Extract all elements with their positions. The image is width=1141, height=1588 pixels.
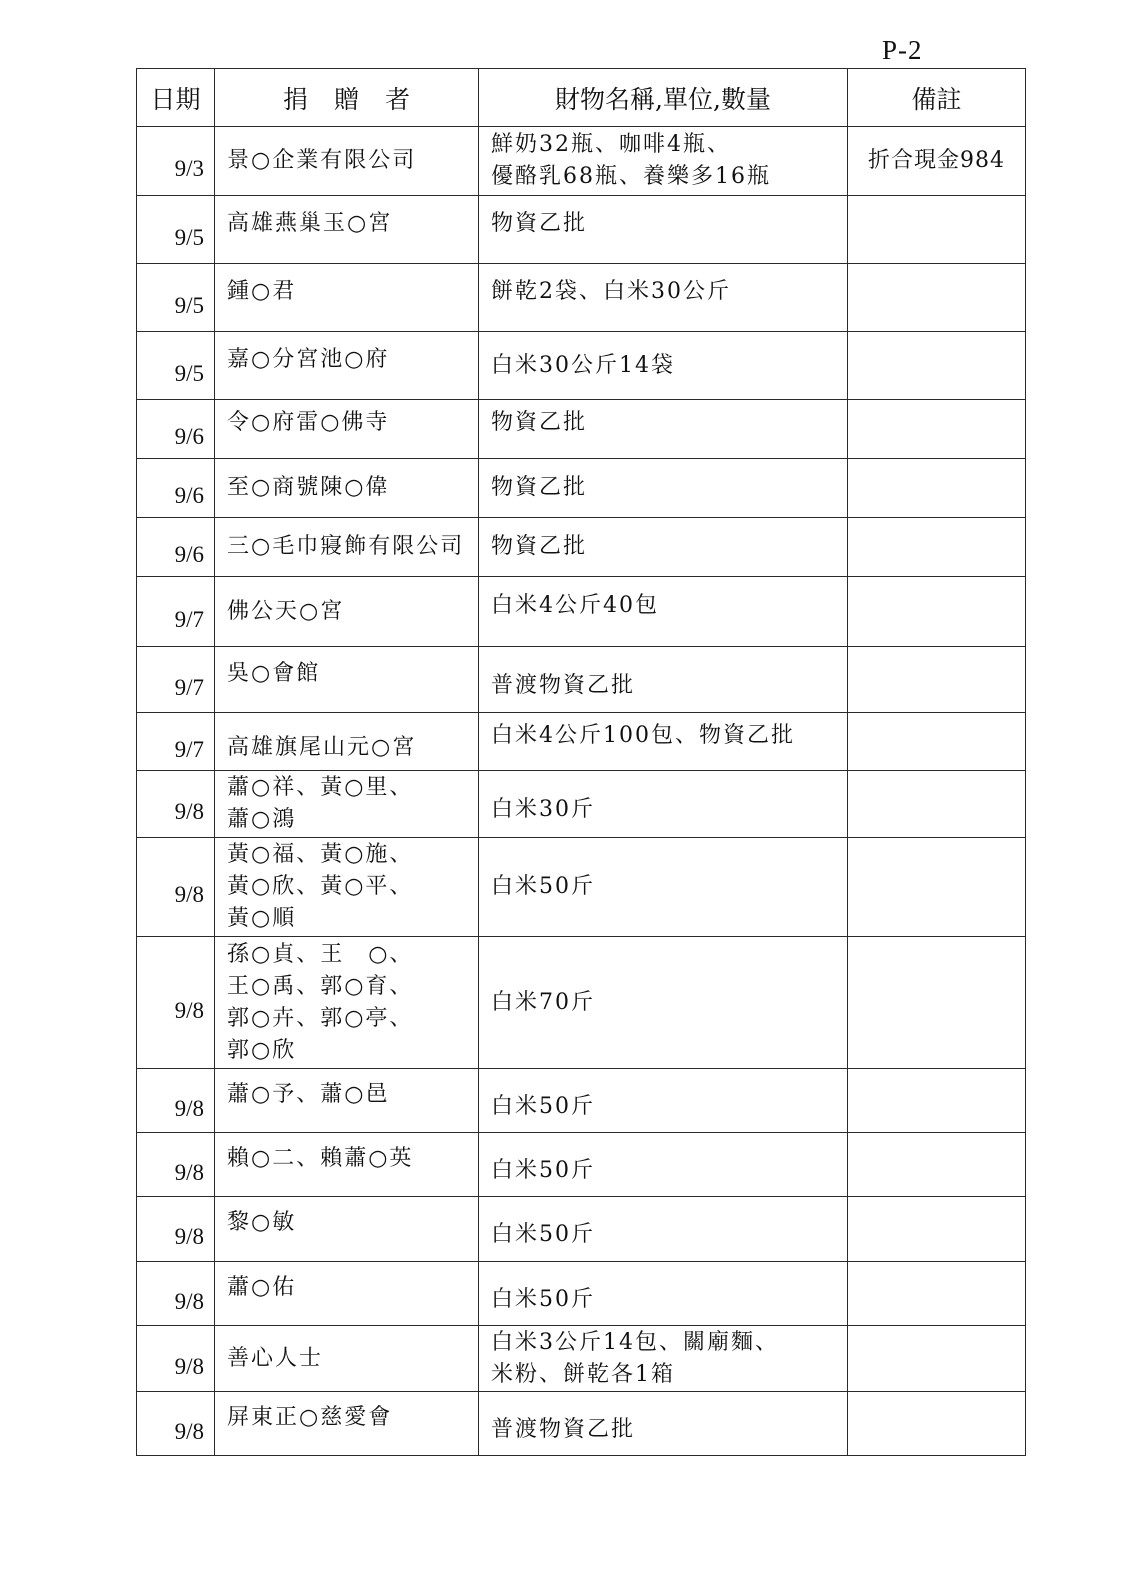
donor-line: 至○商號陳○偉 bbox=[227, 475, 390, 500]
donor-line: 嘉○分宮池○府 bbox=[227, 346, 390, 372]
row-items bbox=[479, 937, 848, 1069]
row-date: 9/8 bbox=[137, 1262, 215, 1326]
table-row bbox=[137, 713, 1026, 771]
table-row bbox=[137, 1133, 1026, 1197]
item-line: 白米4公斤100包、物資乙批 bbox=[491, 722, 795, 748]
row-date: 9/7 bbox=[137, 713, 215, 771]
row-items bbox=[479, 1133, 848, 1197]
row-note bbox=[848, 647, 1026, 713]
donor-line: 王○禹、郭○育、 bbox=[227, 973, 414, 999]
table-row bbox=[137, 937, 1026, 1069]
page-number: P-2 bbox=[882, 35, 923, 65]
row-items bbox=[479, 1262, 848, 1326]
donor-line: 屏東正○慈愛會 bbox=[227, 1404, 393, 1430]
row-donor bbox=[215, 332, 479, 400]
item-line: 白米4公斤40包 bbox=[491, 592, 659, 618]
item-line: 白米50斤 bbox=[491, 1157, 595, 1183]
row-items bbox=[479, 1197, 848, 1262]
row-items bbox=[479, 459, 848, 518]
row-items bbox=[479, 1392, 848, 1456]
item-line: 物資乙批 bbox=[491, 210, 588, 236]
row-date: 9/6 bbox=[137, 459, 215, 518]
table-row bbox=[137, 1392, 1026, 1456]
donor-line: 高雄燕巢玉○宮 bbox=[227, 210, 393, 236]
table-row bbox=[137, 196, 1026, 264]
row-donor bbox=[215, 1326, 479, 1392]
table-row bbox=[137, 332, 1026, 400]
table-row bbox=[137, 264, 1026, 332]
item-line: 物資乙批 bbox=[491, 534, 588, 559]
table-row bbox=[137, 1069, 1026, 1133]
row-note bbox=[848, 332, 1026, 400]
item-line: 白米3公斤14包、關廟麵、 bbox=[491, 1329, 779, 1355]
donor-line: 高雄旗尾山元○宮 bbox=[227, 734, 417, 760]
item-line: 白米50斤 bbox=[491, 874, 595, 899]
row-note bbox=[848, 1326, 1026, 1392]
row-items bbox=[479, 127, 848, 196]
row-note bbox=[848, 1197, 1026, 1262]
row-donor bbox=[215, 1262, 479, 1326]
donor-line: 三○毛巾寢飾有限公司 bbox=[227, 534, 465, 559]
donor-line: 蕭○佑 bbox=[227, 1274, 297, 1300]
donor-line: 孫○貞、王 ○、 bbox=[227, 941, 414, 967]
table-row bbox=[137, 771, 1026, 838]
item-line: 白米50斤 bbox=[491, 1286, 595, 1312]
item-line: 白米70斤 bbox=[491, 989, 595, 1015]
donor-line: 吳○會館 bbox=[227, 660, 321, 686]
row-donor bbox=[215, 1392, 479, 1456]
item-line: 物資乙批 bbox=[491, 475, 588, 500]
table-row bbox=[137, 1262, 1026, 1326]
row-date: 9/3 bbox=[137, 127, 215, 196]
row-donor bbox=[215, 577, 479, 647]
row-date: 9/5 bbox=[137, 196, 215, 264]
table-row bbox=[137, 838, 1026, 937]
row-note bbox=[848, 713, 1026, 771]
donation-table bbox=[136, 68, 1026, 1456]
donor-line: 佛公天○宮 bbox=[227, 598, 345, 624]
row-items bbox=[479, 1069, 848, 1133]
row-donor bbox=[215, 127, 479, 196]
table-row bbox=[137, 518, 1026, 577]
header-donor: 捐贈者 bbox=[215, 69, 479, 127]
row-items bbox=[479, 518, 848, 577]
row-date: 9/8 bbox=[137, 1326, 215, 1392]
donor-line: 黃○欣、黃○平、 bbox=[227, 874, 414, 899]
donor-line: 黃○福、黃○施、 bbox=[227, 842, 414, 867]
item-line: 白米30斤 bbox=[491, 797, 595, 822]
donor-line: 郭○卉、郭○亭、 bbox=[227, 1005, 414, 1031]
table-row bbox=[137, 127, 1026, 196]
header-date: 日期 bbox=[137, 69, 215, 127]
donor-line: 蕭○祥、黃○里、 bbox=[227, 775, 414, 800]
row-date: 9/5 bbox=[137, 264, 215, 332]
row-note bbox=[848, 838, 1026, 937]
item-line: 米粉、餅乾各1箱 bbox=[491, 1361, 675, 1387]
item-line: 普渡物資乙批 bbox=[491, 672, 636, 698]
row-donor bbox=[215, 459, 479, 518]
table-row bbox=[137, 400, 1026, 459]
donor-line: 令○府雷○佛寺 bbox=[227, 410, 390, 435]
row-note bbox=[848, 1392, 1026, 1456]
donor-line: 景○企業有限公司 bbox=[227, 148, 417, 173]
table-row bbox=[137, 1197, 1026, 1262]
donor-line: 善心人士 bbox=[227, 1345, 324, 1371]
row-items bbox=[479, 771, 848, 838]
row-date: 9/6 bbox=[137, 518, 215, 577]
row-date: 9/8 bbox=[137, 1392, 215, 1456]
donor-line: 賴○二、賴蕭○英 bbox=[227, 1145, 414, 1171]
row-donor bbox=[215, 1069, 479, 1133]
row-donor bbox=[215, 1197, 479, 1262]
table-row bbox=[137, 459, 1026, 518]
item-line: 白米30公斤14袋 bbox=[491, 352, 675, 378]
row-donor bbox=[215, 771, 479, 838]
row-note bbox=[848, 264, 1026, 332]
row-donor bbox=[215, 647, 479, 713]
donor-line: 鍾○君 bbox=[227, 278, 297, 304]
row-donor bbox=[215, 196, 479, 264]
row-note bbox=[848, 1069, 1026, 1133]
row-note bbox=[848, 937, 1026, 1069]
item-line: 優酪乳68瓶、養樂多16瓶 bbox=[491, 164, 771, 189]
donor-line: 黃○順 bbox=[227, 906, 297, 931]
item-line: 普渡物資乙批 bbox=[491, 1416, 636, 1442]
row-date: 9/6 bbox=[137, 400, 215, 459]
table-body bbox=[137, 127, 1026, 1456]
row-note bbox=[848, 1133, 1026, 1197]
item-line: 白米50斤 bbox=[491, 1093, 595, 1119]
row-date: 9/5 bbox=[137, 332, 215, 400]
header-items: 財物名稱,單位,數量 bbox=[479, 69, 848, 127]
row-date: 9/8 bbox=[137, 1197, 215, 1262]
row-note bbox=[848, 771, 1026, 838]
row-date: 9/8 bbox=[137, 771, 215, 838]
item-line: 鮮奶32瓶、咖啡4瓶、 bbox=[491, 132, 731, 157]
row-date: 9/7 bbox=[137, 647, 215, 713]
table-row bbox=[137, 577, 1026, 647]
item-line: 白米50斤 bbox=[491, 1222, 595, 1247]
table-row bbox=[137, 647, 1026, 713]
row-date: 9/8 bbox=[137, 1069, 215, 1133]
row-items bbox=[479, 196, 848, 264]
row-donor bbox=[215, 1133, 479, 1197]
row-note bbox=[848, 196, 1026, 264]
row-donor bbox=[215, 518, 479, 577]
donor-line: 郭○欣 bbox=[227, 1037, 297, 1063]
row-note bbox=[848, 400, 1026, 459]
row-date: 9/8 bbox=[137, 838, 215, 937]
row-donor bbox=[215, 713, 479, 771]
row-date: 9/8 bbox=[137, 1133, 215, 1197]
row-items bbox=[479, 647, 848, 713]
donor-line: 蕭○鴻 bbox=[227, 807, 297, 832]
item-line: 餅乾2袋、白米30公斤 bbox=[491, 278, 731, 304]
row-items bbox=[479, 332, 848, 400]
row-items bbox=[479, 1326, 848, 1392]
table-header-row bbox=[137, 69, 1026, 127]
row-items bbox=[479, 713, 848, 771]
item-line: 物資乙批 bbox=[491, 410, 588, 435]
row-donor bbox=[215, 937, 479, 1069]
row-items bbox=[479, 838, 848, 937]
row-date: 9/8 bbox=[137, 937, 215, 1069]
row-items bbox=[479, 577, 848, 647]
table-row bbox=[137, 1326, 1026, 1392]
row-donor bbox=[215, 400, 479, 459]
row-note bbox=[848, 459, 1026, 518]
donor-line: 蕭○予、蕭○邑 bbox=[227, 1081, 390, 1107]
row-note bbox=[848, 518, 1026, 577]
row-items bbox=[479, 264, 848, 332]
row-note bbox=[848, 577, 1026, 647]
row-note bbox=[848, 1262, 1026, 1326]
row-items bbox=[479, 400, 848, 459]
header-note: 備註 bbox=[848, 69, 1026, 127]
row-date: 9/7 bbox=[137, 577, 215, 647]
row-donor bbox=[215, 264, 479, 332]
row-note: 折合現金984 bbox=[848, 127, 1026, 196]
row-donor bbox=[215, 838, 479, 937]
donor-line: 黎○敏 bbox=[227, 1210, 297, 1235]
